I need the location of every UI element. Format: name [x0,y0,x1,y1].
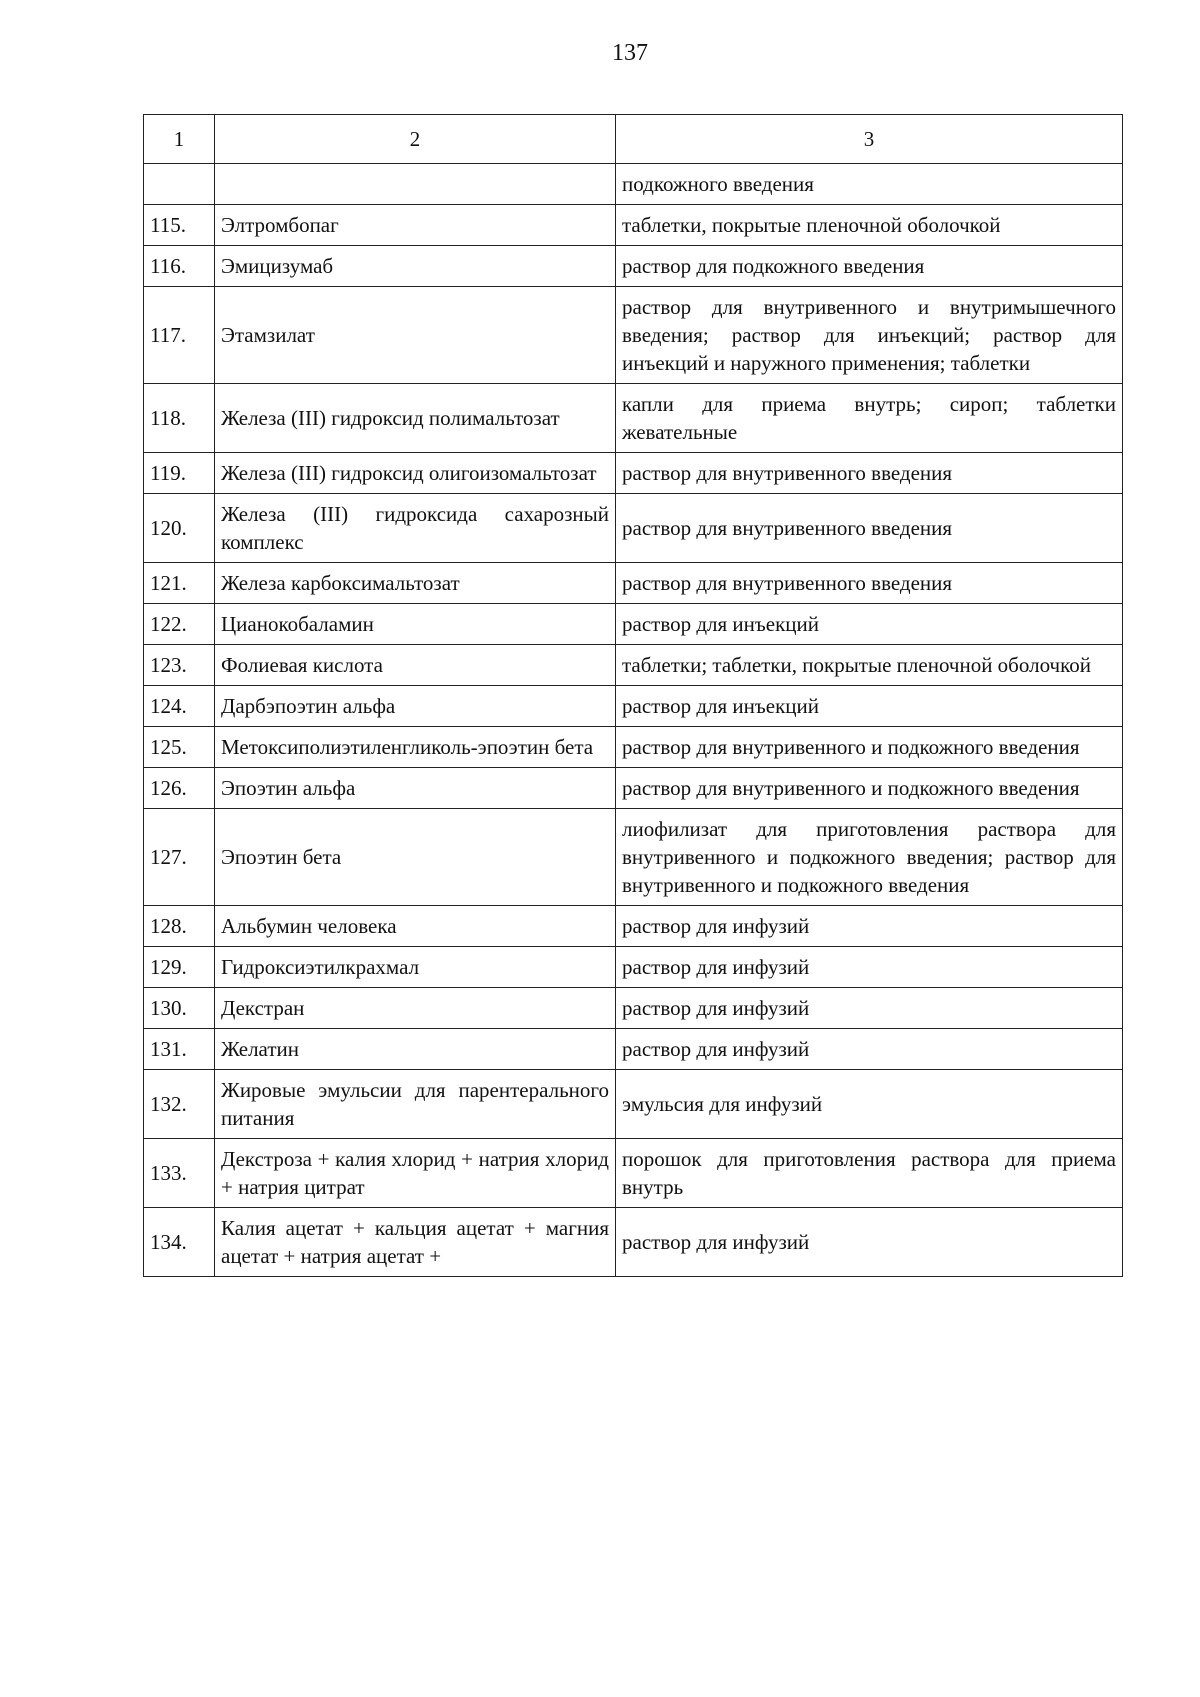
row-number: 133. [144,1139,215,1208]
table-row [144,246,1123,287]
drug-name: Калия ацетат + кальция ацетат + магния ацетат + натрия ацетат + [215,1208,616,1277]
drug-name: Эпоэтин бета [215,809,616,906]
table-row [144,1070,1123,1139]
row-number: 129. [144,947,215,988]
row-number: 134. [144,1208,215,1277]
table-row [144,988,1123,1029]
row-number [144,164,215,205]
drug-name: Элтромбопаг [215,205,616,246]
dosage-form: таблетки, покрытые пленочной оболочкой [616,205,1123,246]
table-header-row [144,115,1123,164]
row-number: 119. [144,453,215,494]
table-row [144,494,1123,563]
table-row [144,645,1123,686]
dosage-form: раствор для инфузий [616,906,1123,947]
drug-name: Желатин [215,1029,616,1070]
drug-name: Жировые эмульсии для парентерального питания [215,1070,616,1139]
dosage-form: раствор для инфузий [616,1208,1123,1277]
row-number: 117. [144,287,215,384]
row-number: 131. [144,1029,215,1070]
dosage-form: раствор для инъекций [616,686,1123,727]
table-row [144,1029,1123,1070]
drug-name: Эпоэтин альфа [215,768,616,809]
table-row [144,768,1123,809]
dosage-form: раствор для подкожного введения [616,246,1123,287]
dosage-form: раствор для внутривенного введения [616,453,1123,494]
drug-name: Декстран [215,988,616,1029]
column-header-2: 2 [215,115,616,164]
dosage-form: капли для приема внутрь; сироп; таблетки жевательные [616,384,1123,453]
row-number: 121. [144,563,215,604]
drug-name: Железа карбоксимальтозат [215,563,616,604]
dosage-form: раствор для инфузий [616,947,1123,988]
table-row [144,563,1123,604]
table-row [144,727,1123,768]
table-row [144,287,1123,384]
table-row [144,205,1123,246]
drug-name [215,164,616,205]
dosage-form: таблетки; таблетки, покрытые пленочной оболочкой [616,645,1123,686]
row-number: 125. [144,727,215,768]
drug-name: Декстроза + калия хлорид + натрия хлорид + натрия цитрат [215,1139,616,1208]
row-number: 122. [144,604,215,645]
dosage-form: раствор для внутривенного и внутримышечного введения; раствор для инъекций; раствор для инъекций и наружного применения; таблетки [616,287,1123,384]
dosage-form: раствор для внутривенного и подкожного введения [616,727,1123,768]
column-header-1: 1 [144,115,215,164]
drug-name: Цианокобаламин [215,604,616,645]
table-row [144,1208,1123,1277]
table-row [144,384,1123,453]
row-number: 116. [144,246,215,287]
row-number: 124. [144,686,215,727]
drug-name: Альбумин человека [215,906,616,947]
dosage-form: раствор для инфузий [616,1029,1123,1070]
table-row [144,604,1123,645]
row-number: 115. [144,205,215,246]
drug-name: Метоксиполиэтиленгликоль-эпоэтин бета [215,727,616,768]
column-header-3: 3 [616,115,1123,164]
table-row [144,164,1123,205]
dosage-form: раствор для внутривенного и подкожного введения [616,768,1123,809]
drug-name: Эмицизумаб [215,246,616,287]
row-number: 126. [144,768,215,809]
drug-name: Дарбэпоэтин альфа [215,686,616,727]
row-number: 120. [144,494,215,563]
dosage-form: раствор для внутривенного введения [616,563,1123,604]
table-row [144,906,1123,947]
drug-name: Железа (III) гидроксида сахарозный комплекс [215,494,616,563]
row-number: 118. [144,384,215,453]
table-row [144,809,1123,906]
drug-name: Этамзилат [215,287,616,384]
table-row [144,453,1123,494]
drug-name: Железа (III) гидроксид полимальтозат [215,384,616,453]
row-number: 132. [144,1070,215,1139]
row-number: 128. [144,906,215,947]
row-number: 127. [144,809,215,906]
table-row [144,1139,1123,1208]
dosage-form: раствор для инъекций [616,604,1123,645]
dosage-form: порошок для приготовления раствора для приема внутрь [616,1139,1123,1208]
drug-name: Железа (III) гидроксид олигоизомальтозат [215,453,616,494]
table-row [144,947,1123,988]
table-row [144,686,1123,727]
dosage-form: подкожного введения [616,164,1123,205]
dosage-form: раствор для внутривенного введения [616,494,1123,563]
medication-table [143,114,1123,1277]
page-number: 137 [612,40,648,66]
drug-name: Фолиевая кислота [215,645,616,686]
drug-name: Гидроксиэтилкрахмал [215,947,616,988]
dosage-form: эмульсия для инфузий [616,1070,1123,1139]
dosage-form: раствор для инфузий [616,988,1123,1029]
row-number: 123. [144,645,215,686]
dosage-form: лиофилизат для приготовления раствора для внутривенного и подкожного введения; раствор для внутривенного и подкожного введения [616,809,1123,906]
row-number: 130. [144,988,215,1029]
